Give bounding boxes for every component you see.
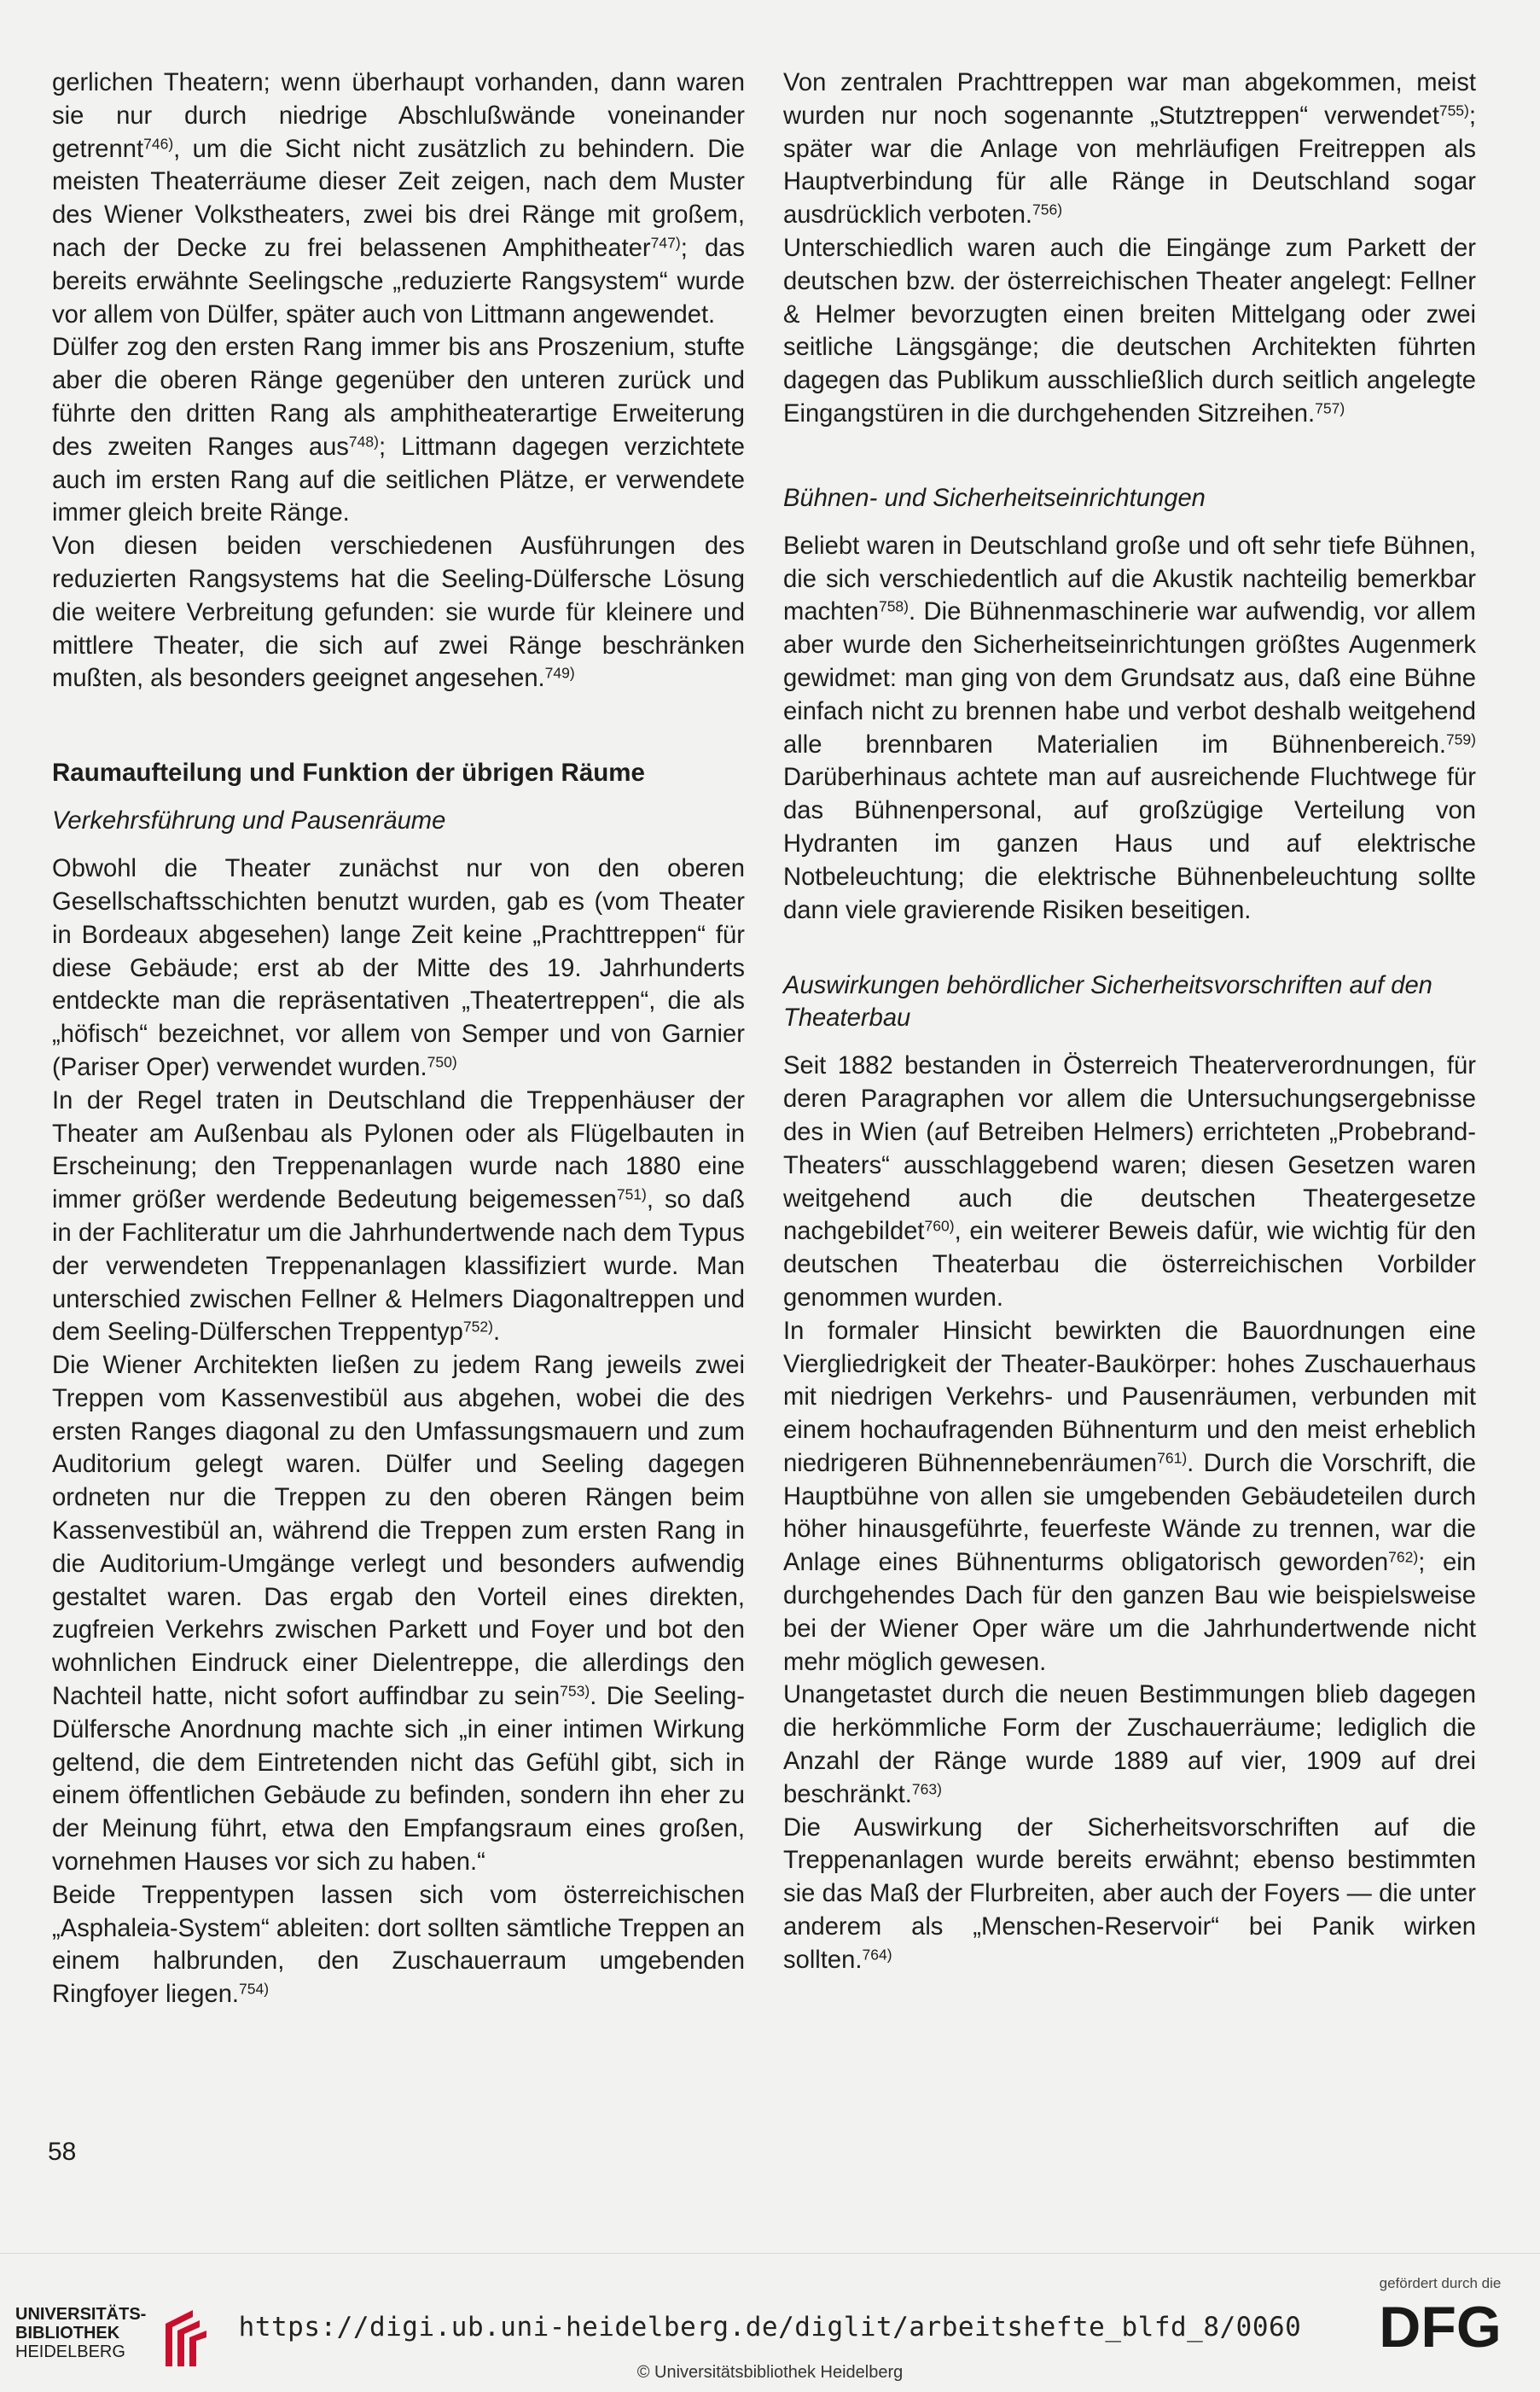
dfg-logo-icon: [1363, 2296, 1517, 2355]
subsection-heading: Auswirkungen behördlicher Sicherheitsvorschriften auf den Theaterbau: [783, 972, 1432, 1033]
subsection-heading: Verkehrsführung und Pausenräume: [52, 807, 446, 835]
library-name: UNIVERSITÄTS- BIBLIOTHEK HEIDELBERG: [15, 2305, 147, 2361]
copyright-notice: © Universitätsbibliothek Heidelberg: [636, 2363, 904, 2382]
paragraph: Beide Treppentypen lassen sich vom österreichischen „Asphaleia-System“ ableiten: dort sollten sämtliche Treppen an einem halbrunden, den Zuschauerraum umgebenden Ringfoyer liegen.$^{754)}$: [52, 1881, 745, 2009]
paragraph: Von diesen beiden verschiedenen Ausführungen des reduzierten Rangsystems hat die Seeling-Dülfersche Lösung die weitere Verbreitung gefunden: sie wurde für kleinere und mittlere Theater, die sich auf zwei Ränge beschränken mußten, als besonders geeignet angesehen.$^{749)}$: [52, 533, 745, 693]
paragraph: gerlichen Theatern; wenn überhaupt vorhanden, dann waren sie nur durch niedrige Abschlußwände voneinander getrennt$^{746)}$, um die Sicht nicht zusätzlich zu behindern. Die meisten Theaterräume dieser Zeit zeigen, nach dem Muster des Wiener Volkstheaters, zwei bis drei Ränge mit großem, nach der Decke zu frei belassenen Amphitheater$^{747)}$; das bereits erwähnte Seelingsche „reduzierte Rangsystem“ wurde vor allem von Dülfer, später auch von Littmann angewendet.: [52, 69, 745, 329]
paragraph: Unterschiedlich waren auch die Eingänge zum Parkett der deutschen bzw. der österreichischen Theater angelegt: Fellner & Helmer bevorzugten einen breiten Mittelgang oder zwei seitliche Längsgänge; die deutschen Architekten führten dagegen das Publikum ausschließlich durch seitlich angelegte Eingangstüren in die durchgehenden Sitzreihen.$^{757)}$: [783, 234, 1476, 428]
funding-label: gefördert durch die: [1379, 2275, 1502, 2291]
paragraph: Unangetastet durch die neuen Bestimmungen blieb dagegen die herkömmliche Form der Zuschauerräume; lediglich die Anzahl der Ränge wurde 1889 auf vier, 1909 auf drei beschränkt.$^{763)}$: [783, 1681, 1476, 1808]
paragraph: Beliebt waren in Deutschland große und oft sehr tiefe Bühnen, die sich verschiedentlich auf die Akustik nachteilig bemerkbar machten$^{758)}$. Die Bühnenmaschinerie war aufwendig, vor allem aber wurde den Sicherheitseinrichtungen größtes Augenmerk gewidmet: man ging von dem Grundsatz aus, daß eine Bühne einfach nicht zu brennen habe und verbot deshalb weitgehend alle brennbaren Materialien im Bühnenbereich.$^{759)}$ Darüberhinaus achtete man auf ausreichende Fluchtwege für das Bühnenpersonal, auf großzügige Verteilung von Hydranten im ganzen Haus und auf elektrische Notbeleuchtung; die elektrische Bühnenbeleuchtung sollte dann viele gravierende Risiken beseitigen.: [783, 532, 1476, 924]
footer-bar: [0, 2253, 1540, 2392]
left-column: [52, 67, 745, 2011]
section-heading: Raumaufteilung und Funktion der übrigen Räume: [52, 759, 645, 788]
svg-text:DFG: DFG: [1379, 2296, 1502, 2355]
paragraph: In formaler Hinsicht bewirkten die Bauordnungen eine Viergliedrigkeit der Theater-Baukörper: hohes Zuschauerhaus mit niedrigen Verkehrs- und Pausenräumen, verbunden mit einem hochaufragenden Bühnenturm und den meist erheblich niedrigeren Bühnennebenräumen$^{761)}$. Durch die Vorschrift, die Hauptbühne von allen sie umgebenden Gebäudeteilen durch höher hinausgeführte, feuerfeste Wände zu trennen, war die Anlage eines Bühnenturms obligatorisch geworden$^{762)}$; ein durchgehendes Dach für den ganzen Bau wie beispielsweise bei der Wiener Oper wäre um die Jahrhundertwende nicht mehr möglich gewesen.: [783, 1317, 1477, 1676]
paragraph: Dülfer zog den ersten Rang immer bis ans Proszenium, stufte aber die oberen Ränge gegenüber den unteren zurück und führte den dritten Rang als amphitheaterartige Erweiterung des zweiten Ranges aus$^{748)}$; Littmann dagegen verzichtete auch im ersten Rang auf die seitlichen Plätze, er verwendete immer gleich breite Ränge.: [52, 334, 745, 527]
paragraph: Obwohl die Theater zunächst nur von den oberen Gesellschaftsschichten benutzt wurden, gab es (vom Theater in Bordeaux abgesehen) lange Zeit keine „Prachttreppen“ für diese Gebäude; erst ab der Mitte des 19. Jahrhunderts entdeckte man die repräsentativen „Theatertreppen“, die als „höfisch“ bezeichnet, vor allem von Semper und von Garnier (Pariser Oper) verwendet wurden.$^{750)}$: [52, 855, 745, 1081]
paragraph: Von zentralen Prachttreppen war man abgekommen, meist wurden nur noch sogenannte „Stutztreppen“ verwendet$^{755)}$; später war die Anlage von mehrläufigen Freitreppen als Hauptverbindung für alle Ränge in Deutschland sogar ausdrücklich verboten.$^{756)}$: [783, 69, 1476, 230]
right-column: [783, 67, 1476, 1977]
paragraph: Seit 1882 bestanden in Österreich Theaterverordnungen, für deren Paragraphen vor allem die Untersuchungsergebnisse des in Wien (auf Betreiben Helmers) errichteten „Probebrand-Theaters“ ausschlaggebend waren; diesen Gesetzen waren weitgehend auch die deutschen Theatergesetze nachgebildet$^{760)}$, ein weiterer Beweis dafür, wie wichtig für den deutschen Theaterbau die österreichischen Vorbilder genommen wurden.: [783, 1052, 1476, 1312]
page-number: 58: [48, 2138, 77, 2166]
dfg-logo[interactable]: [1359, 2275, 1521, 2360]
paragraph: Die Auswirkung der Sicherheitsvorschriften auf die Treppenanlagen wurde bereits erwähnt; ebenso bestimmten sie das Maß der Flurbreiten, aber auch der Foyers — die unter anderem als „Menschen-Reservoir“ bei Panik wirken sollten.$^{764)}$: [783, 1813, 1476, 1974]
paragraph: Die Wiener Architekten ließen zu jedem Rang jeweils zwei Treppen vom Kassenvestibül aus abgehen, wobei die des ersten Ranges diagonal zu den Umfassungsmauern und zum Auditorium gelegt waren. Dülfer und Seeling dagegen ordneten nur die Treppen zu den oberen Rängen beim Kassenvestibül an, während die Treppen zum ersten Rang in die Auditorium-Umgänge verlegt und besonders aufwendig gestaltet waren. Das ergab den Vorteil eines direkten, zugfreien Verkehrs zwischen Parkett und Foyer und bot den wohnlichen Eindruck einer Dielentreppe, die allerdings den Nachteil hatte, nicht sofort auffindbar zu sein$^{753)}$. Die Seeling-Dülfersche Anordnung machte sich „in einer intimen Wirkung geltend, die dem Eintretenden nicht das Gefühl gibt, sich in einem öffentlichen Gebäude zu befinden, sondern ihn eher zu der Meinung führt, etwa den Empfangsraum eines großen, vornehmen Hauses vor sich zu haben.“: [52, 1352, 745, 1877]
paragraph: In der Regel traten in Deutschland die Treppenhäuser der Theater am Außenbau als Pylonen oder als Flügelbauten in Erscheinung; den Treppenanlagen wurde nach 1880 eine immer größer werdende Bedeutung beigemessen$^{751)}$, so daß in der Fachliteratur um die Jahrhundertwende nach dem Typus der verwendeten Treppenanlagen klassifiziert wurde. Man unterschied zwischen Fellner & Helmers Diagonaltreppen und dem Seeling-Dülferschen Treppentyp$^{752)}$.: [52, 1086, 746, 1347]
permalink-url[interactable]: https://digi.ub.uni-heidelberg.de/diglit/arbeitshefte_blfd_8/0060: [238, 2312, 1302, 2343]
subsection-heading: Bühnen- und Sicherheitseinrichtungen: [783, 484, 1206, 512]
